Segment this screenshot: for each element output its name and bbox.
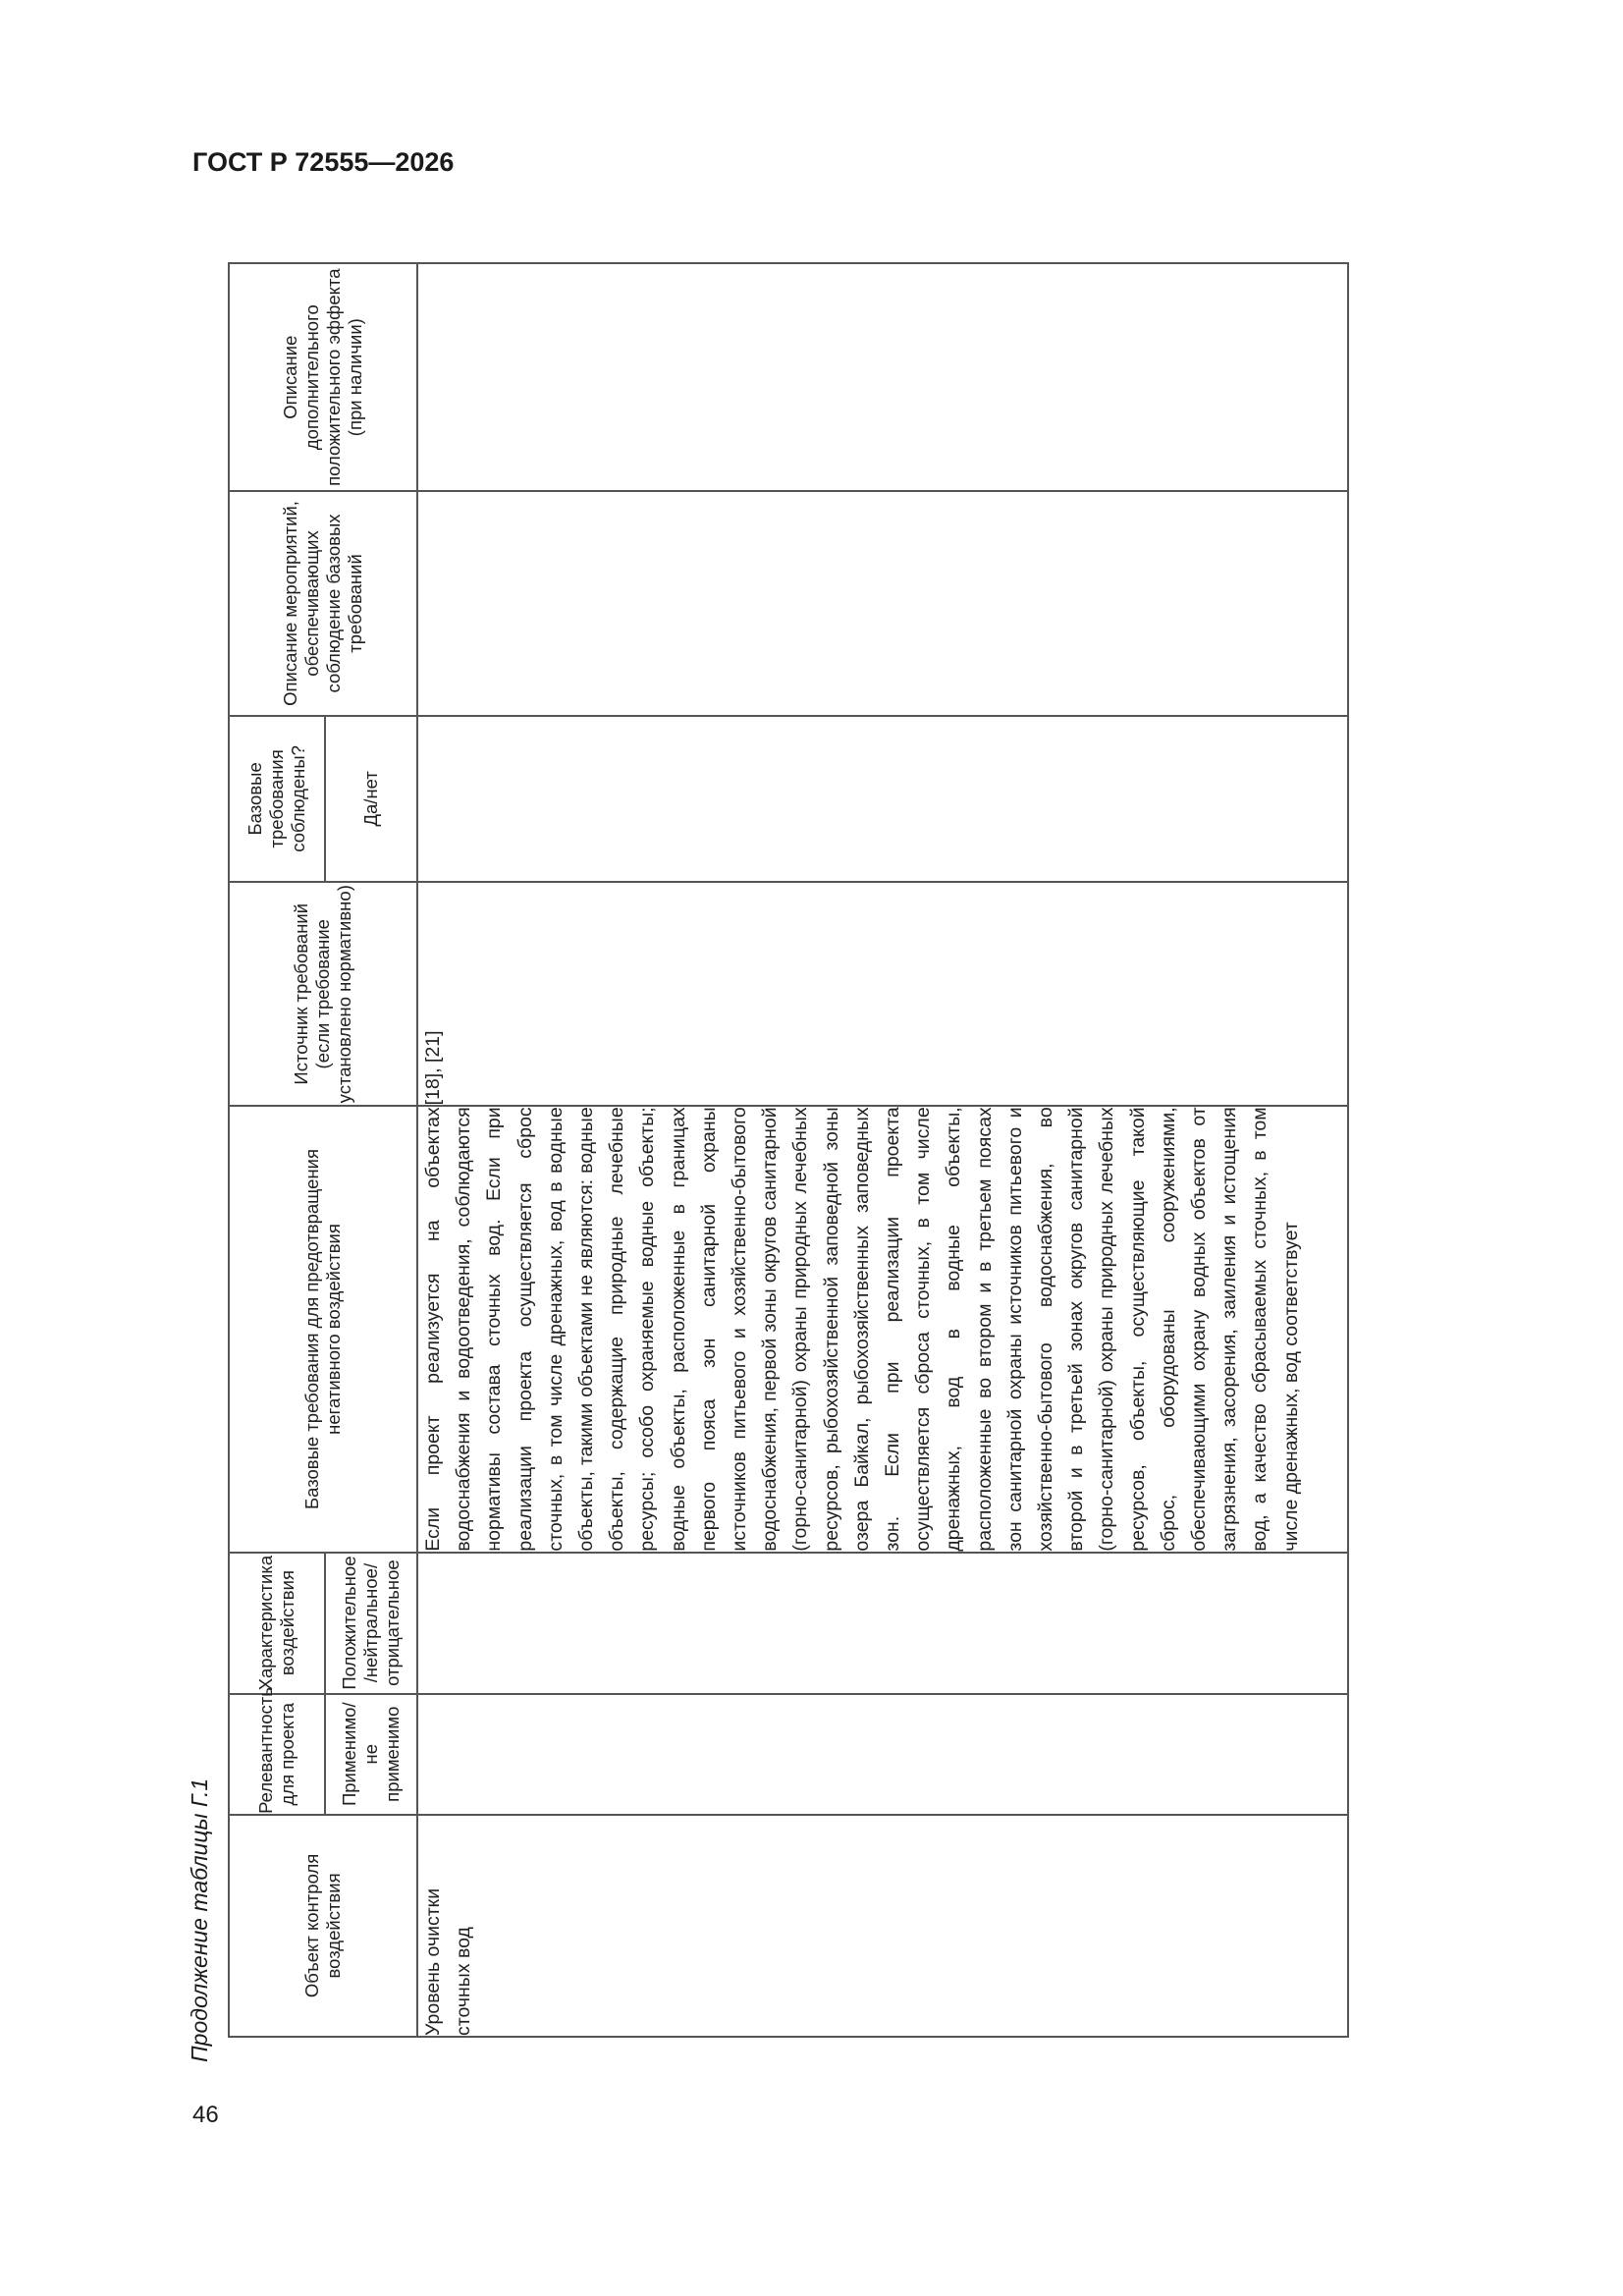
header-row xyxy=(229,263,325,2037)
col-header-measures: Описание мероприятий, обеспечивающих соблюдение базовых требований xyxy=(229,491,417,715)
rotated-table-area xyxy=(187,252,1404,2062)
col-subheader-relevance: Применимо/ не применимо xyxy=(325,1694,417,1815)
cell-requirements: Если проект реализуется на объектах водоснабжения и водоотведения, соблюдаются нормативы состава сточных вод. Если при реализации проекта осуществляется сброс сточных, в том числе дренажных, вод в водные объекты, такими объектами не являются: водные объекты, содержащие природные лечебные ресурсы; особо охраняемые водные объекты; водные объекты, расположенные в границах первого пояса зон санитарной охраны источников питьевого и хозяйственно-бытового водоснабжения, первой зоны округов санитарной (горно-санитарной) охраны природных лечебных ресурсов, рыбохозяйственной заповедной зоны озера Байкал, рыбохозяйственных заповедных зон. Если при реализации проекта осуществляется сброса сточных, в том числе дренажных, вод в водные объекты, расположенные во втором и в третьем поясах зон санитарной охраны источников питьевого и хозяйственно-бытового водоснабжения, во второй и в третьей зонах округов санитарной (горно-санитарной) охраны природных лечебных ресурсов, объекты, осуществляющие такой сброс, оборудованы сооружениями, обеспечивающими охрану водных объектов от загрязнения, засорения, заиления и истощения вод, а качество сбрасываемых сточных, в том числе дренажных, вод соответствует xyxy=(417,1106,1348,1552)
table-continuation-caption: Продолжение таблицы Г.1 xyxy=(187,1777,212,2062)
table-row xyxy=(417,263,1348,2037)
page-number: 46 xyxy=(192,2102,219,2128)
cell-source: [18], [21] xyxy=(417,882,1348,1106)
col-header-compliance: Базовые требования соблюдены? xyxy=(229,716,325,883)
col-header-additional: Описание дополнительного положительного эффекта (при наличии) xyxy=(229,263,417,491)
cell-compliance xyxy=(417,716,1348,883)
col-header-object: Объект контроля воздействия xyxy=(229,1815,417,2037)
col-header-source: Источник требований (если требование установлено нормативно) xyxy=(229,882,417,1106)
cell-additional xyxy=(417,263,1348,491)
col-header-relevance: Релевантность для проекта xyxy=(229,1694,325,1815)
requirements-table xyxy=(228,262,1349,2038)
col-header-requirements: Базовые требования для предотвращения негативного воздействия xyxy=(229,1106,417,1552)
col-subheader-impact: Положительное /нейтральное/ отрицательное xyxy=(325,1553,417,1694)
cell-relevance xyxy=(417,1694,1348,1815)
col-header-impact: Характеристика воздействия xyxy=(229,1553,325,1694)
document-code: ГОСТ Р 72555—2026 xyxy=(192,147,455,177)
cell-measures xyxy=(417,491,1348,715)
cell-impact xyxy=(417,1553,1348,1694)
cell-object: Уровень очистки сточных вод xyxy=(417,1815,1348,2037)
col-subheader-compliance: Да/нет xyxy=(325,716,417,883)
